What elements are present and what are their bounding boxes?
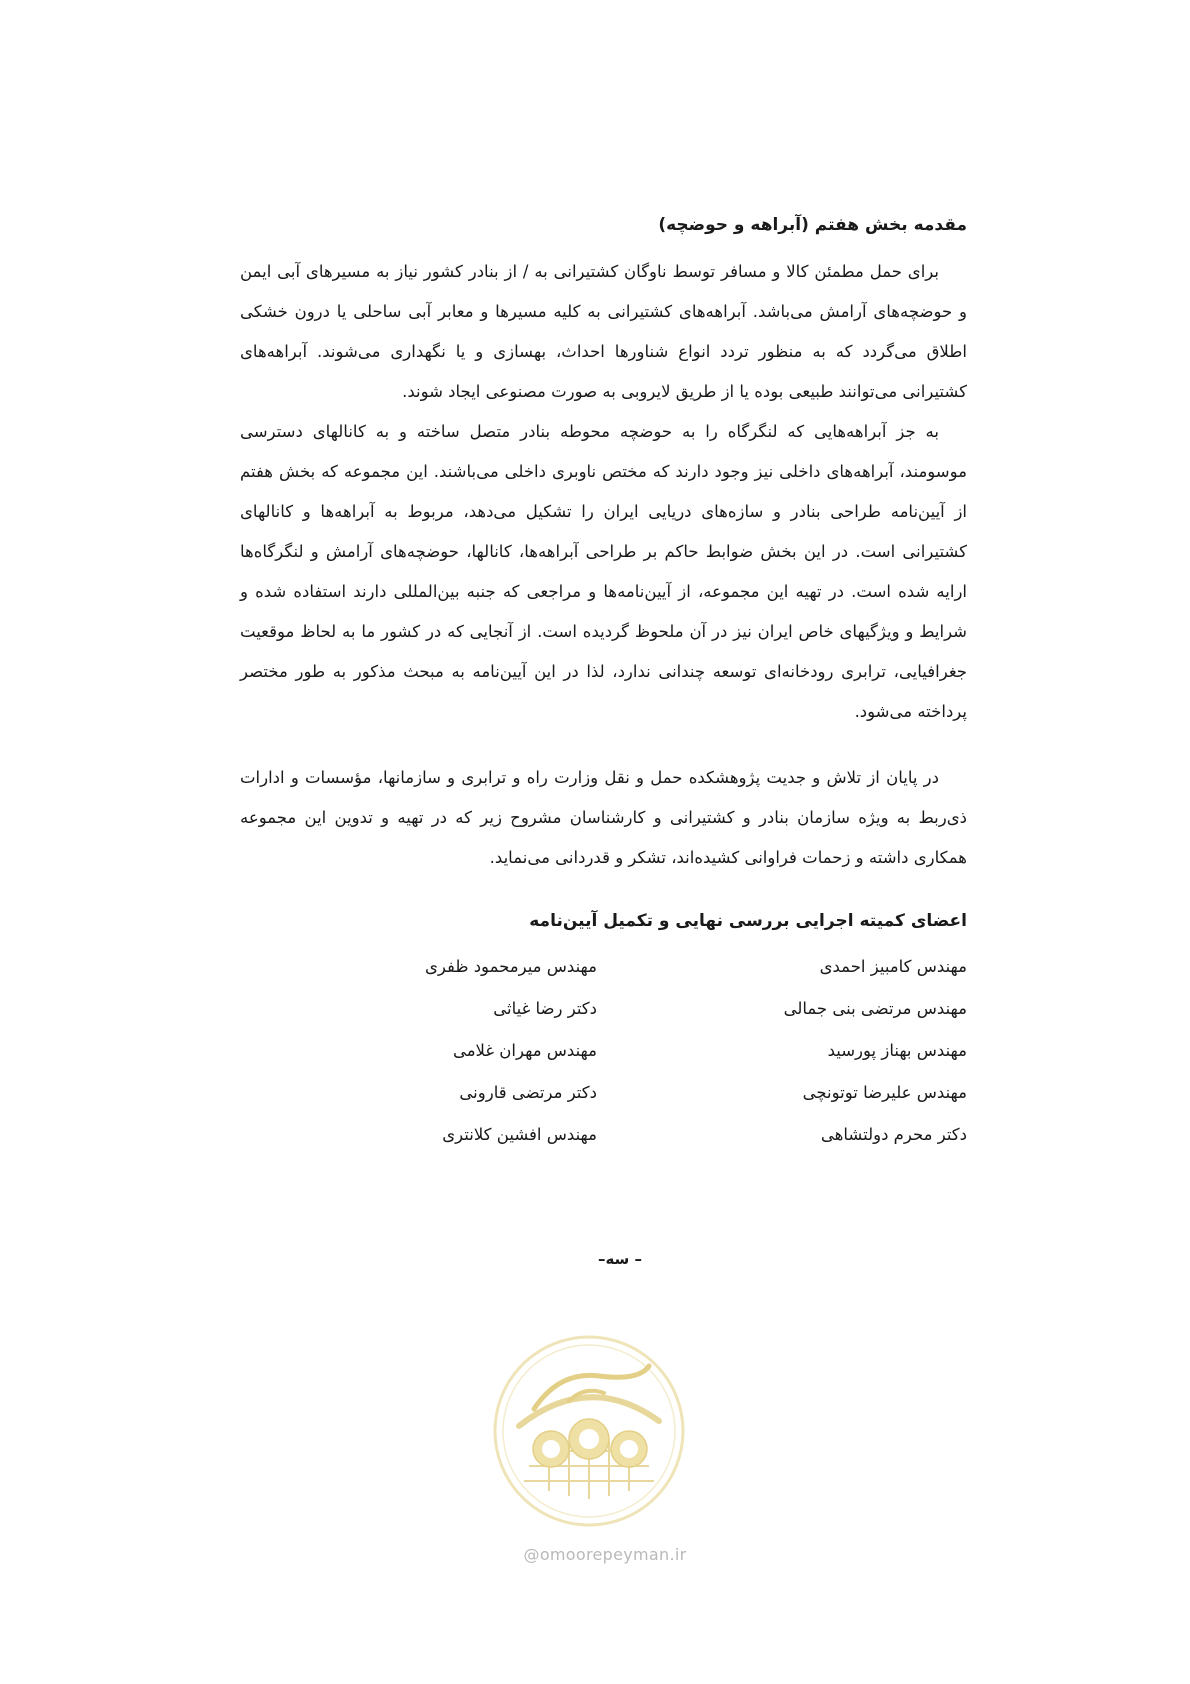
member-name: مهندس کامبیز احمدی: [819, 957, 967, 976]
member-name: مهندس میرمحمود ظفری: [424, 957, 597, 976]
member-name: مهندس علیرضا توتونچی: [802, 1083, 967, 1102]
watermark-logo: [489, 1331, 689, 1531]
member-name: دکتر مرتضی قارونی: [459, 1083, 597, 1102]
member-name: دکتر رضا غیاثی: [493, 999, 597, 1018]
page-number: – سه–: [597, 1250, 643, 1268]
committee-members: [240, 954, 967, 1148]
watermark-url: @omoorepeyman.ir: [523, 1545, 687, 1564]
member-name: مهندس مهران غلامی: [452, 1041, 597, 1060]
watermark-logo-icon: [489, 1331, 689, 1531]
section-title: مقدمه بخش هفتم (آبراهه و حوضچه): [658, 215, 967, 235]
document-page: [240, 212, 967, 1148]
member-name: مهندس افشین کلانتری: [442, 1125, 597, 1144]
paragraph-acknowledgement: در پایان از تلاش و جدیت پژوهشکده حمل و نقل وزارت راه و ترابری و سازمانها، مؤسسات و ادارات ذی‌ربط به ویژه سازمان بنادر و کشتیرانی و کارشناسان مشروح زیر که در تهیه و تدوین این مجموعه همکاری داشته و زحمات فراوانی کشیده‌اند، تشکر و قدردانی می‌نماید.: [240, 768, 967, 867]
paragraph-spacer: [240, 732, 967, 758]
committee-title: اعضای کمیته اجرایی بررسی نهایی و تکمیل آیین‌نامه: [529, 911, 967, 931]
paragraph-scope: به جز آبراهه‌هایی که لنگرگاه را به حوضچه محوطه بنادر متصل ساخته و به کانالهای دسترسی موسومند، آبراهه‌های داخلی نیز وجود دارند که مختص ناوبری داخلی می‌باشند. این مجموعه که بخش هفتم از آیین‌نامه طراحی بنادر و سازه‌های دریایی ایران را تشکیل می‌دهد، مربوط به آبراهه‌ها و کانالهای کشتیرانی است. در این بخش ضوابط حاکم بر طراحی آبراهه‌ها، کانالها، حوضچه‌های آرامش و لنگرگاه‌ها ارایه شده است. در تهیه این مجموعه، از آیین‌نامه‌ها و مراجعی که جنبه بین‌المللی دارند استفاده شده و شرایط و ویژگیهای خاص ایران نیز در آن ملحوظ گردیده است. از آنجایی که در کشور ما به لحاظ موقعیت جغرافیایی، ترابری رودخانه‌ای توسعه چندانی ندارد، لذا در این آیین‌نامه به مبحث مذکور به طور مختصر پرداخته می‌شود.: [240, 422, 967, 721]
paragraph-intro: برای حمل مطمئن کالا و مسافر توسط ناوگان کشتیرانی به / از بنادر کشور نیاز به مسیرهای آبی ایمن و حوضچه‌های آرامش می‌باشد. آبراهه‌های کشتیرانی به کلیه مسیرها و معابر آبی ساحلی یا درون خشکی اطلاق می‌گردد که به منظور تردد انواع شناورها احداث، بهسازی و یا نگهداری می‌شوند. آبراهه‌های کشتیرانی می‌توانند طبیعی بوده یا از طریق لایروبی به صورت مصنوعی ایجاد شوند.: [240, 262, 967, 401]
member-name: مهندس بهناز پورسید: [827, 1041, 967, 1060]
member-name: مهندس مرتضی بنی جمالی: [783, 999, 967, 1018]
member-name: دکتر محرم دولتشاهی: [820, 1125, 967, 1144]
